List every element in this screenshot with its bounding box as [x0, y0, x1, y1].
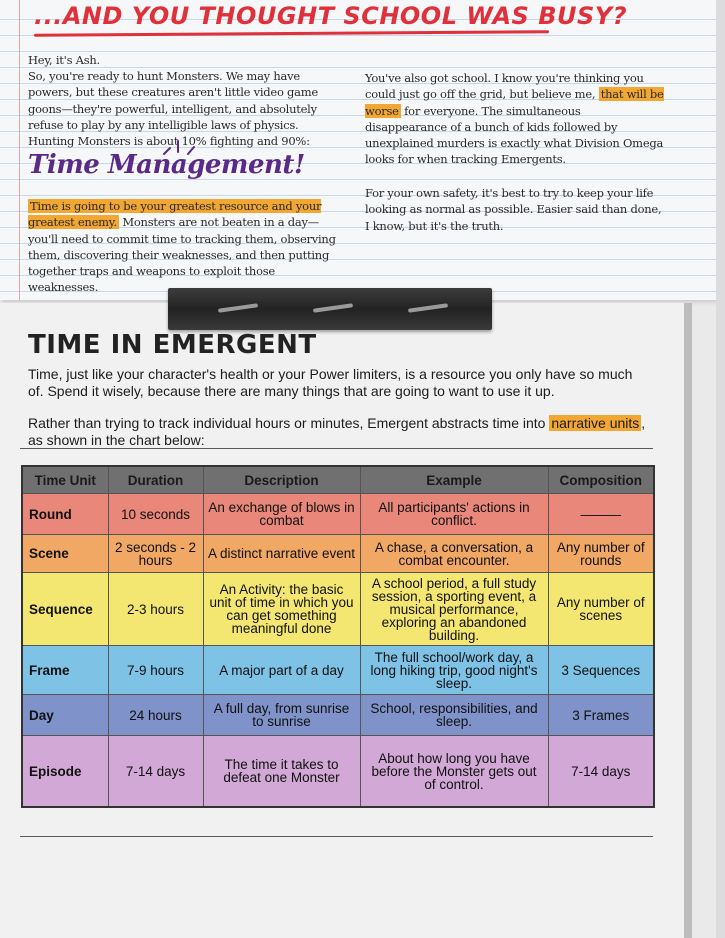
- cell-description: An Activity: the basic unit of time in which you can get something meaningful done: [203, 573, 360, 646]
- time-units-table: [21, 465, 655, 808]
- school-text-start: You've also got school. I know you're thinking you could just go off the grid, but believe me,: [365, 71, 644, 102]
- cell-composition: 7-14 days: [548, 736, 654, 808]
- cell-unit: Scene: [22, 535, 108, 573]
- cell-composition: 3 Sequences: [548, 646, 654, 695]
- notebook-headline: ...AND YOU THOUGHT SCHOOL WAS BUSY?: [34, 2, 628, 30]
- cell-duration: 2 seconds - 2 hours: [108, 535, 203, 573]
- intro-text: So, you're ready to hunt Monsters. We may have powers, but these creatures aren't little video game goons—they're powerful, intelligent, and absolutely refuse to play by any intelligible laws of physics. Hunting Monsters is about 10% fighting and 90%:: [28, 69, 318, 149]
- table-row-scene: [22, 535, 654, 573]
- cell-composition: Any number of rounds: [548, 535, 654, 573]
- time-management-rest: Monsters are not beaten in a day—you'll need to commit time to tracking them, observing them, discovering their weaknesses, and then putting together traps and weapons to exploit those weaknesses.: [28, 215, 336, 295]
- tape-strip: [168, 288, 492, 330]
- page-edge-shadow: [716, 0, 725, 938]
- cell-composition: Any number of scenes: [548, 573, 654, 646]
- paragraph-end: , as shown in the chart below:: [28, 415, 646, 448]
- cell-unit: Frame: [22, 646, 108, 695]
- cell-duration: 10 seconds: [108, 494, 203, 535]
- school-text-end: for everyone. The simultaneous disappearance of a bunch of kids followed by unexplained murders is exactly what Division Omega looks for when tracking Emergents.: [365, 103, 664, 167]
- cell-description: A full day, from sunrise to sunrise: [203, 695, 360, 736]
- cell-duration: 7-14 days: [108, 736, 203, 808]
- cell-description: An exchange of blows in combat: [203, 494, 360, 535]
- cell-description: A major part of a day: [203, 646, 360, 695]
- cell-duration: 7-9 hours: [108, 646, 203, 695]
- table-header-row: [22, 466, 654, 494]
- divider-top: [20, 448, 653, 449]
- highlighted-text: that will be worse: [365, 87, 664, 118]
- cell-example: The full school/work day, a long hiking trip, good night's sleep.: [360, 646, 548, 695]
- tape-mark: [408, 303, 448, 313]
- cell-duration: 24 hours: [108, 695, 203, 736]
- cell-example: All participants' actions in conflict.: [360, 494, 548, 535]
- header-example: Example: [360, 466, 548, 494]
- cell-composition: ———: [548, 494, 654, 535]
- cell-unit: Round: [22, 494, 108, 535]
- cell-example: A school period, a full study session, a sporting event, a musical performance, exploring an abandoned building.: [360, 573, 548, 646]
- cell-composition: 3 Frames: [548, 695, 654, 736]
- highlighted-text: narrative units: [551, 415, 640, 431]
- table-row-episode: [22, 736, 654, 808]
- table-row-frame: [22, 646, 654, 695]
- header-composition: Composition: [548, 466, 654, 494]
- header-duration: Duration: [108, 466, 203, 494]
- cell-unit: Sequence: [22, 573, 108, 646]
- panel-shadow: [684, 303, 692, 938]
- cell-unit: Episode: [22, 736, 108, 808]
- intro-paragraph: Time, just like your character's health or your Power limiters, is a resource you only have so much of. Spend it wisely, because there are many things that are going to want to use it up.: [28, 366, 633, 399]
- table-row-sequence: [22, 573, 654, 646]
- tape-mark: [218, 303, 258, 313]
- cell-example: School, responsibilities, and sleep.: [360, 695, 548, 736]
- paragraph-start: Rather than trying to track individual hours or minutes, Emergent abstracts time into: [28, 415, 550, 431]
- notebook-margin-line: [19, 0, 20, 300]
- school-paragraph: [365, 70, 665, 168]
- table-row-day: [22, 695, 654, 736]
- cell-example: About how long you have before the Monster gets out of control.: [360, 736, 548, 808]
- cell-description: The time it takes to defeat one Monster: [203, 736, 360, 808]
- divider-bottom: [20, 836, 653, 837]
- tape-mark: [313, 303, 353, 313]
- header-description: Description: [203, 466, 360, 494]
- header-time-unit: Time Unit: [22, 466, 108, 494]
- cell-unit: Day: [22, 695, 108, 736]
- time-management-title: Time Management!: [28, 150, 305, 180]
- highlighted-text: Time is going to be your greatest resource and your greatest enemy.: [28, 199, 322, 230]
- safety-paragraph: For your own safety, it's best to try to keep your life looking as normal as possible. Easier said than done, I know, but it's the truth.: [365, 186, 662, 233]
- cell-description: A distinct narrative event: [203, 535, 360, 573]
- table-row-round: [22, 494, 654, 535]
- narrative-units-paragraph: [28, 415, 648, 448]
- time-management-text: [28, 198, 338, 296]
- cell-example: A chase, a conversation, a combat encounter.: [360, 535, 548, 573]
- cell-duration: 2-3 hours: [108, 573, 203, 646]
- section-title: TIME IN EMERGENT: [28, 330, 317, 360]
- greeting-text: Hey, it's Ash.: [28, 53, 100, 67]
